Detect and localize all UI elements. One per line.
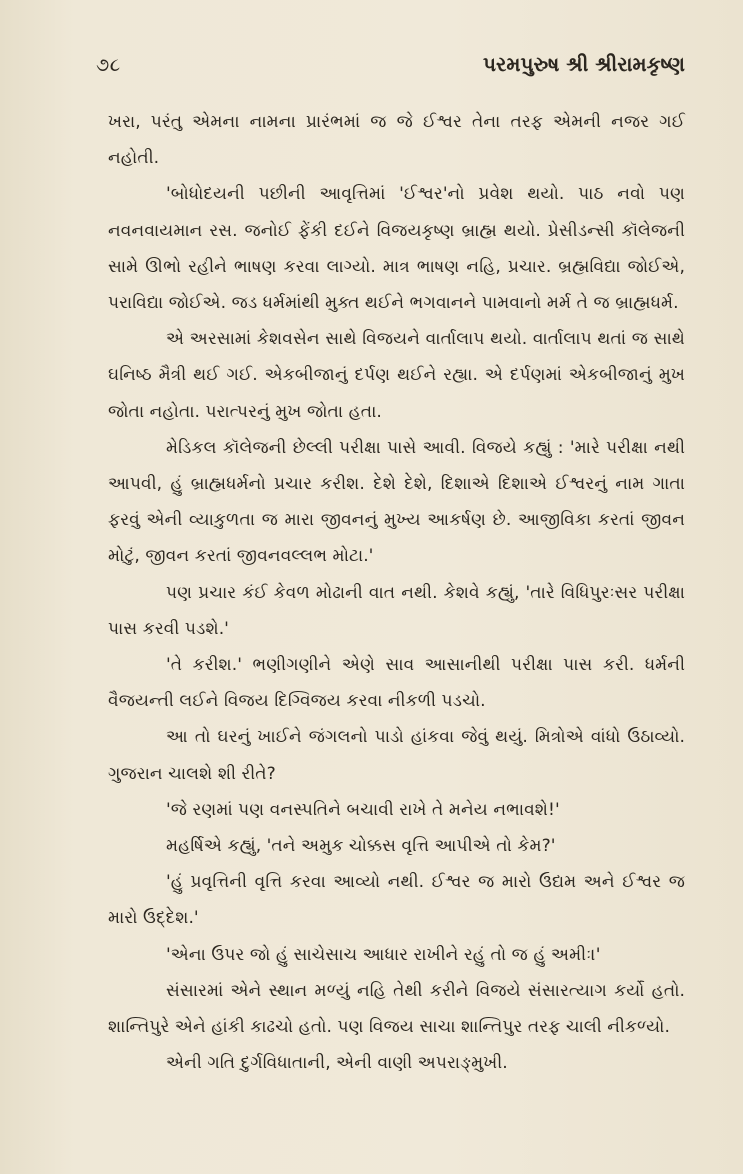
paragraph: 'તે કરીશ.' ભણીગણીને એણે સાવ આસાનીથી પરીક્ષા પાસ કરી. ધર્મની વૈજયન્તી લઈને વિજય દિગ્વિજય કરવા નીકળી પડચો.: [108, 655, 685, 712]
paragraph: સંસારમાં એને સ્થાન મળ્યું નહિ તેથી કરીને વિજયે સંસારત્યાગ કર્યો હતો. શાન્તિપુરે એને હાંકી કાઢચો હતો. પણ વિજય સાચા શાન્તિપુર તરફ ચાલી નીકળ્યો.: [108, 980, 685, 1038]
running-head: [96, 52, 685, 92]
paragraph: એ અરસામાં કેશવસેન સાથે વિજયને વાર્તાલાપ થયો. વાર્તાલાપ થતાં જ સાથે ઘનિષ્ઠ મૈત્રી થઈ ગઈ. એકબીજાનું દર્પણ થઈને રહ્યા. એ દર્પણમાં એકબીજાનું મુખ જોતા નહોતા. પરાત્પરનું મુખ જોતા હતા.: [108, 329, 685, 422]
paragraph: 'એના ઉપર જો હું સાચેસાચ આધાર રાખીને રહું તો જ હું અમીઃ।': [166, 944, 601, 965]
paragraph: એની ગતિ દુર્ગવિધાતાની, એની વાણી અપરાઙ્મુખી.: [166, 1053, 508, 1074]
paragraph: 'હું પ્રવૃત્તિની વૃત્તિ કરવા આવ્યો નથી. ઈશ્વર જ મારો ઉદ્યમ અને ઈશ્વર જ મારો ઉદ્દેશ.': [108, 872, 685, 929]
paragraph: આ તો ઘરનું ખાઈને જંગલનો પાડો હાંકવા જેવું થયું. મિત્રોએ વાંધો ઉઠાવ્યો. ગુજરાન ચાલશે શી રીતે?: [108, 727, 685, 784]
paragraph: 'જે રણમાં પણ વનસ્પતિને બચાવી રાખે તે મનેય નભાવશે!': [166, 799, 560, 820]
paragraph: મહર્ષિએ કહ્યું, 'તને અમુક ચોક્કસ વૃત્તિ આપીએ તો કેમ?': [166, 836, 556, 857]
running-title: પરમપુરુષ શ્રી શ્રીરામકૃષ્ણ: [483, 52, 685, 76]
page-number: ૭૮: [96, 54, 121, 76]
paragraph: મેડિકલ કૉલેજની છેલ્લી પરીક્ષા પાસે આવી. વિજયે કહ્યું : 'મારે પરીક્ષા નથી આપવી, હું બ્રાહ્મધર્મનો પ્રચાર કરીશ. દેશે દેશે, દિશાએ દિશાએ ઈશ્વરનું નામ ગાતા ફરવું એની વ્યાકુળતા જ મારા જીવનનું મુખ્ય આકર્ષણ છે. આજીવિકા કરતાં જીવન મોટું, જીવન કરતાં જીવનવલ્લભ મોટા.': [108, 437, 685, 567]
paragraph: ખરા, પરંતુ એમના નામના પ્રારંભમાં જ જે ઈશ્વર તેના તરફ એમની નજર ગઈ નહોતી.: [108, 112, 685, 169]
body-text: [108, 104, 685, 1081]
paragraph: પણ પ્રચાર કંઈ કેવળ મોઢાની વાત નથી. કેશવે કહ્યું, 'તારે વિધિપુરઃસર પરીક્ષા પાસ કરવી પડશે.': [108, 582, 685, 639]
paragraph: 'બોધોદયની પછીની આવૃત્તિમાં 'ઈશ્વર'નો પ્રવેશ થયો. પાઠ નવો પણ નવનવાયમાન રસ. જનોઈ ફેંકી દઈને વિજયકૃષ્ણ બ્રાહ્મ થયો. પ્રેસીડન્સી કૉલેજની સામે ઊભો રહીને ભાષણ કરવા લાગ્યો. માત્ર ભાષણ નહિ, પ્રચાર. બ્રહ્મવિદ્યા જોઈએ, પરાવિદ્યા જોઈએ. જડ ધર્મમાંથી મુક્ત થઈને ભગવાનને પામવાનો મર્મ તે જ બ્રાહ્મધર્મ.: [108, 184, 685, 314]
